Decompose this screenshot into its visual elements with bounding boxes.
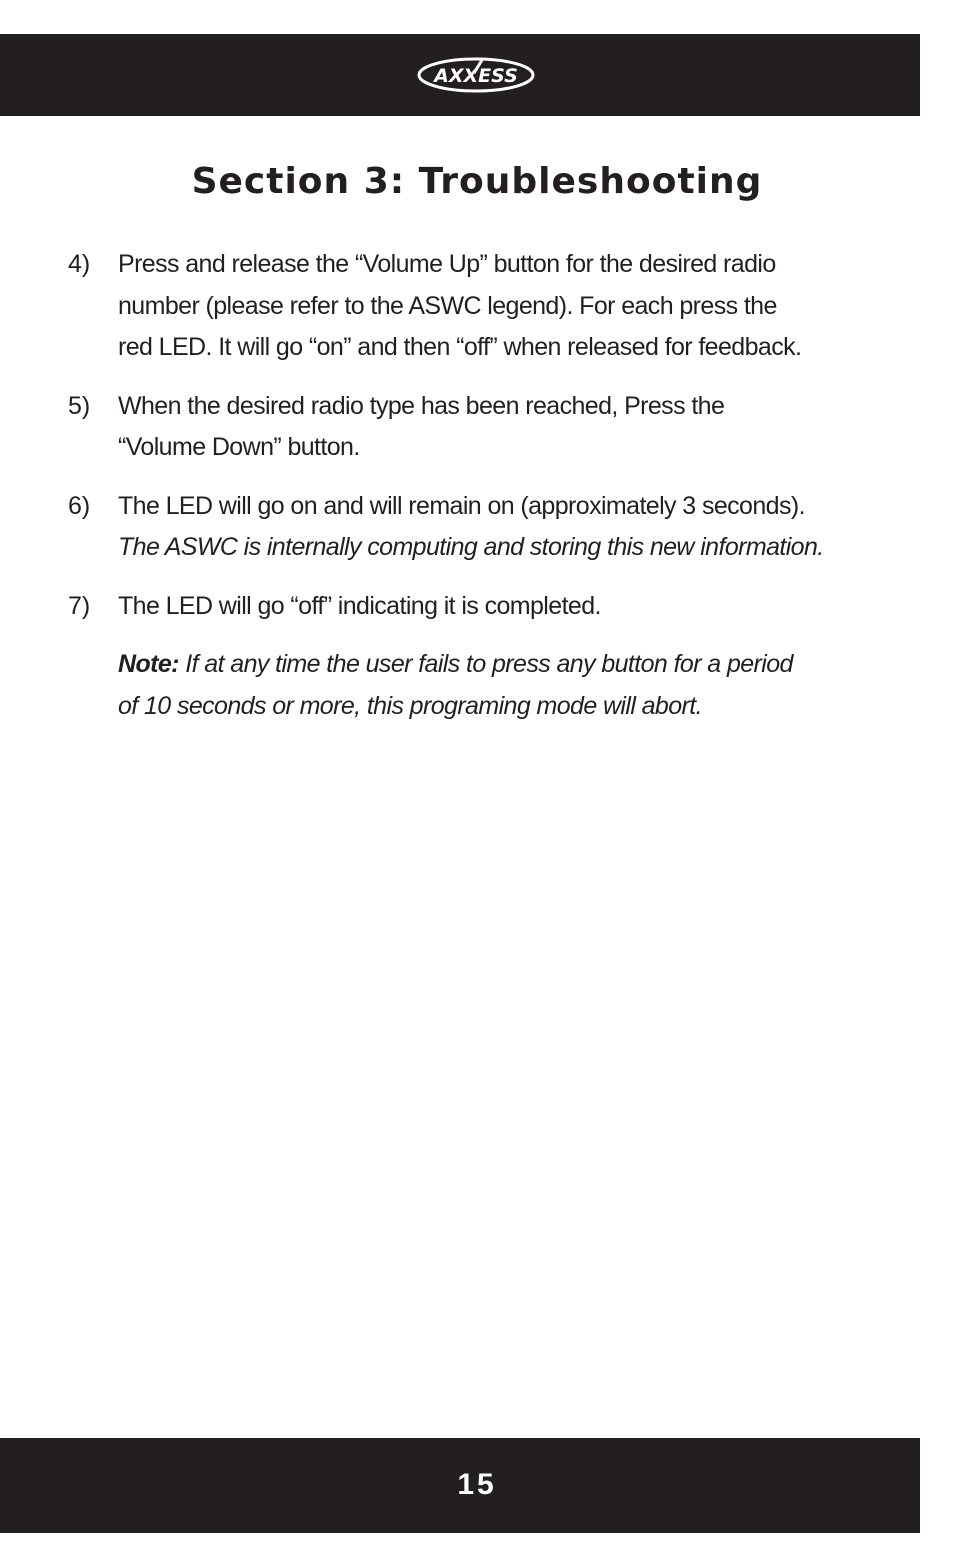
- step-line: “Volume Down” button.: [118, 433, 360, 461]
- note-text: If at any time the user fails to press any button for a period: [185, 650, 793, 678]
- step-line: When the desired radio type has been reached, Press the: [118, 391, 725, 420]
- page-title: Section 3: Troubleshooting: [191, 161, 763, 202]
- step-number: 5): [68, 391, 91, 420]
- step-4: [68, 244, 898, 369]
- header-bar: [0, 34, 920, 116]
- step-number: 6): [68, 491, 91, 520]
- step-italic-line: The ASWC is internally computing and storing this new information.: [118, 533, 824, 561]
- step-5: [68, 386, 898, 469]
- step-7: [68, 586, 898, 628]
- step-line: Press and release the “Volume Up” button for the desired radio: [118, 250, 776, 278]
- step-line: The LED will go “off” indicating it is completed.: [118, 591, 601, 620]
- step-number: 7): [68, 591, 91, 620]
- note-line: of 10 seconds or more, this programing mode will abort.: [118, 691, 702, 720]
- step-line: The LED will go on and will remain on (approximately 3 seconds).: [118, 491, 805, 520]
- note-line: [118, 644, 878, 686]
- logo-text: AXXESS: [434, 65, 518, 87]
- note: [118, 644, 878, 727]
- step-number: 4): [68, 250, 91, 278]
- troubleshooting-steps: [68, 244, 898, 644]
- footer-bar: [0, 1438, 920, 1533]
- step-6: [68, 486, 898, 569]
- logo-ellipse-icon: [416, 56, 536, 94]
- step-line: number (please refer to the ASWC legend). For each press the: [118, 291, 777, 320]
- step-line: red LED. It will go “on” and then “off” when released for feedback.: [118, 333, 802, 361]
- page-number: 15: [457, 1468, 497, 1501]
- axxess-logo: [416, 56, 536, 94]
- note-label: Note:: [118, 650, 179, 678]
